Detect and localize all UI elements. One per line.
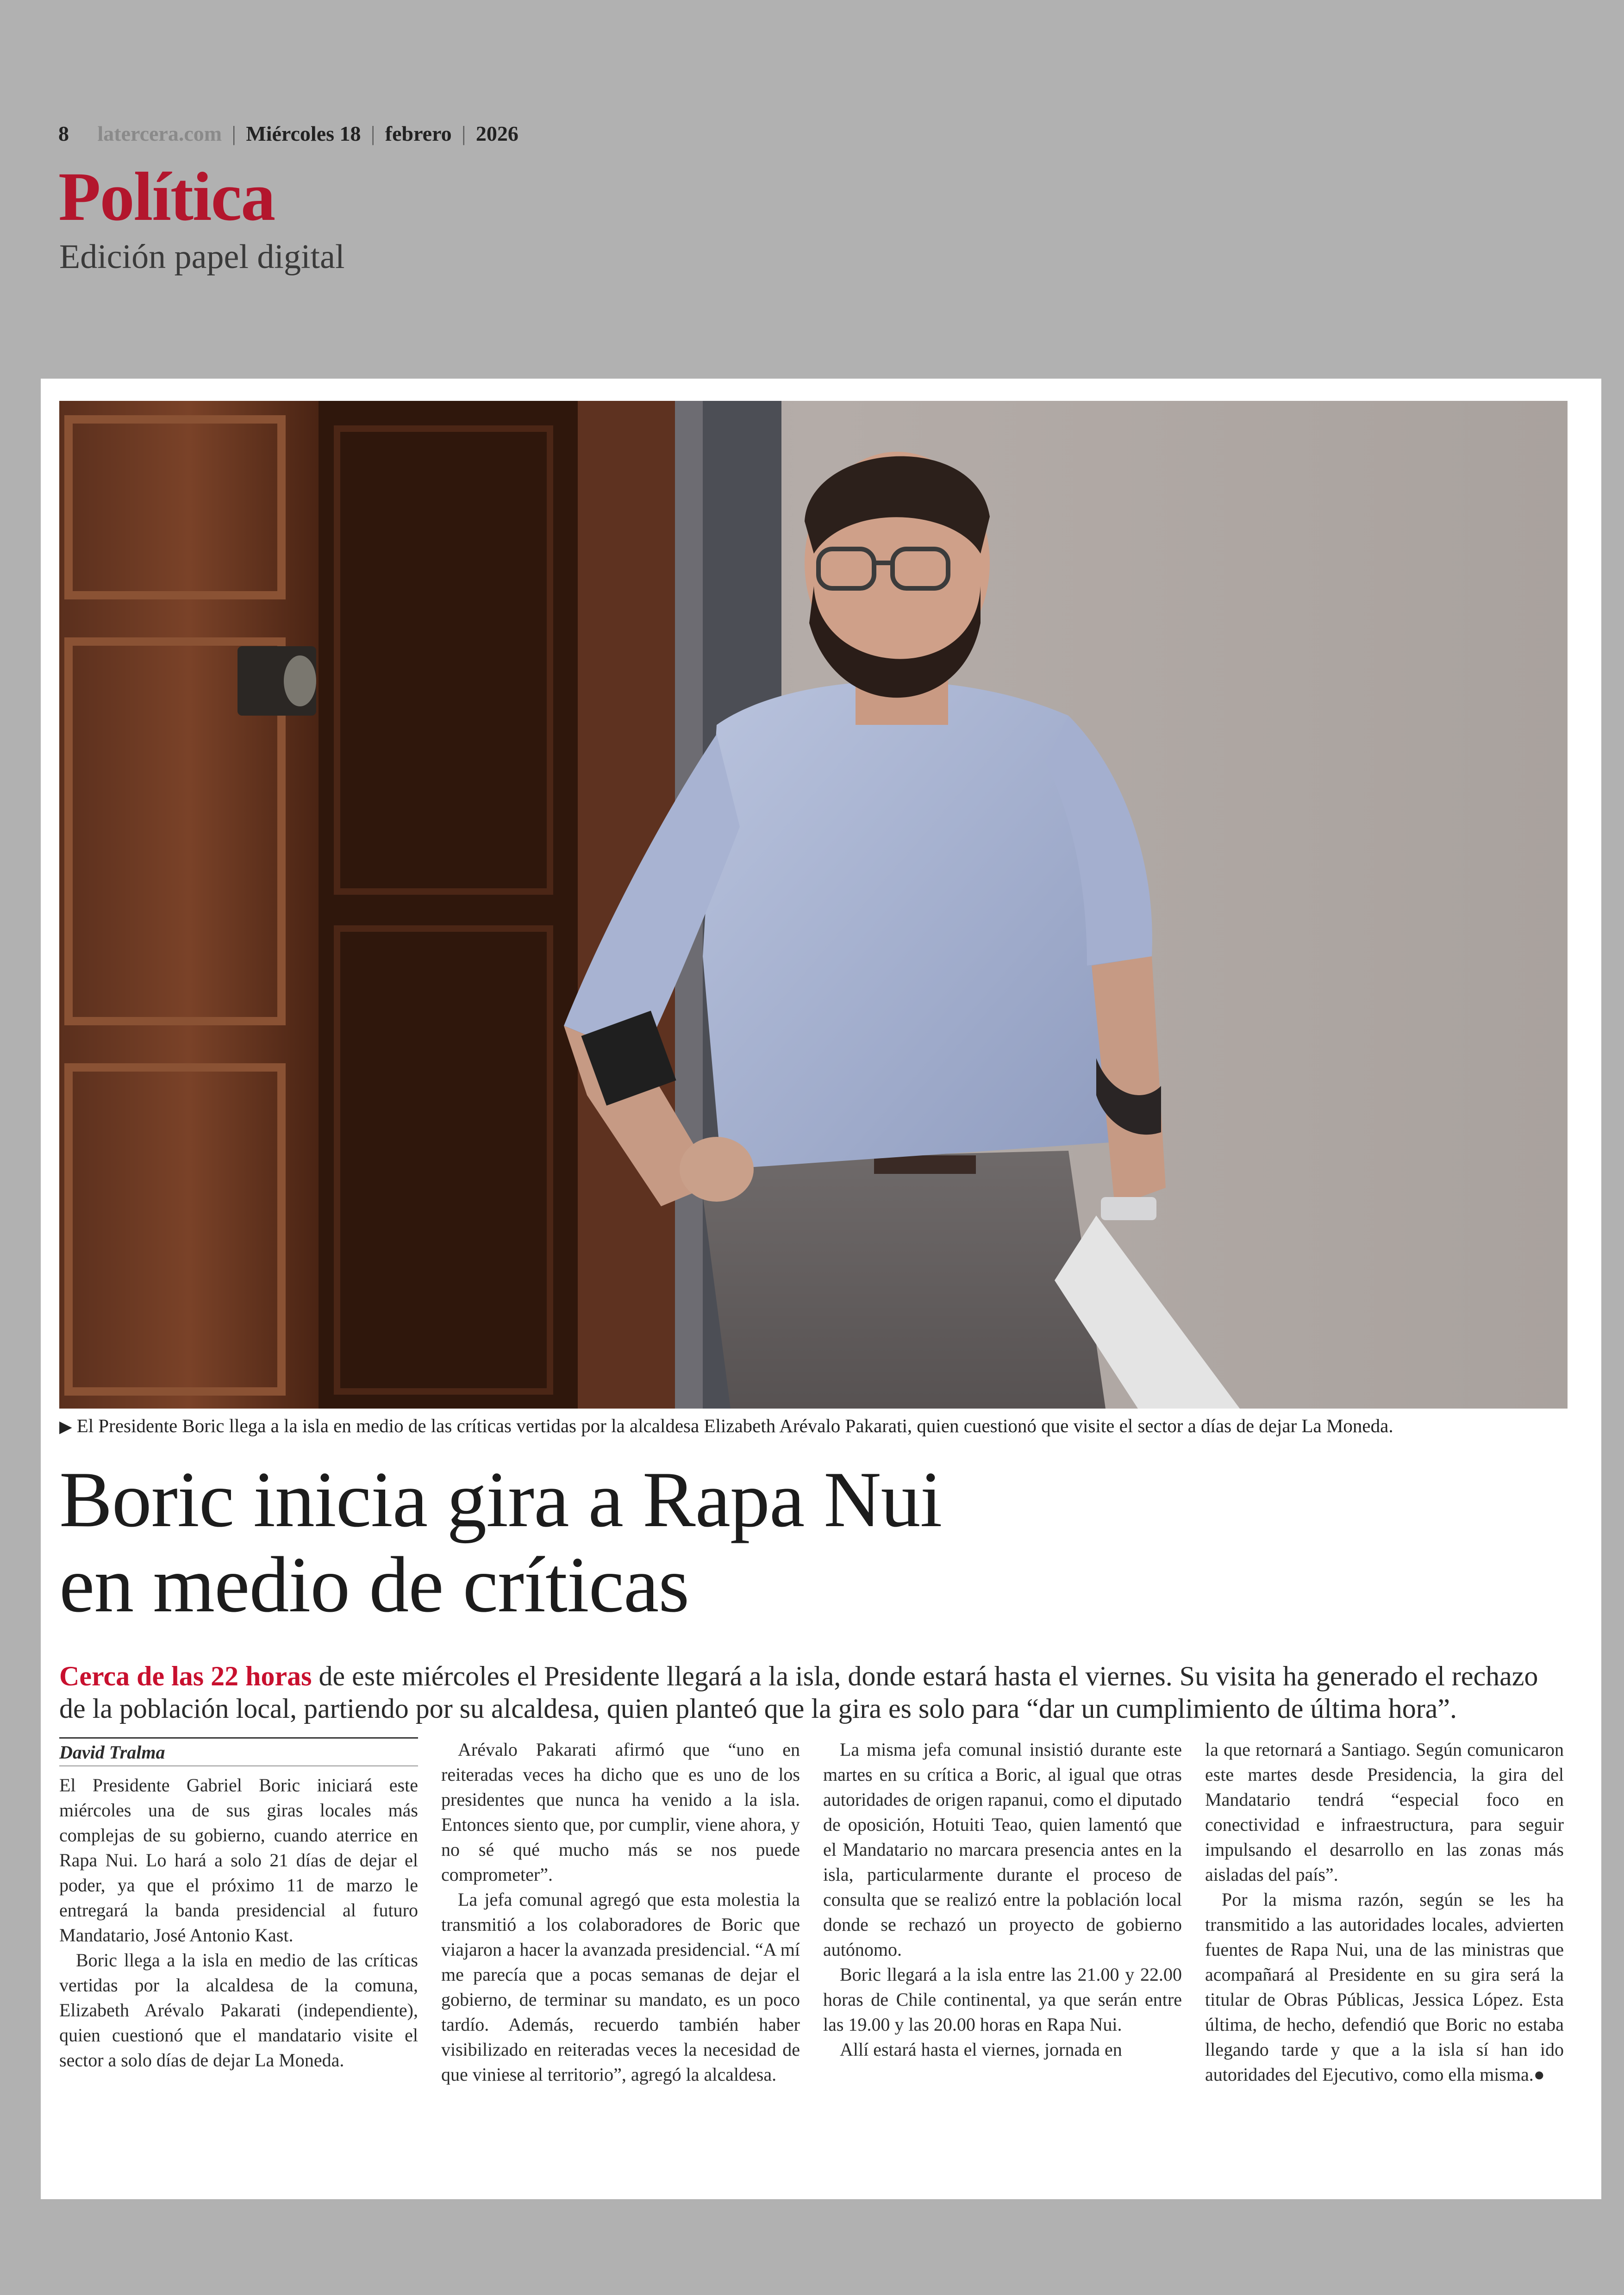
paragraph: la que retornará a Santiago. Según comunicaron este martes desde Presidencia, la gira del Mandatario tendrá “especial foco en conectividad e infraestructura, para seguir impulsando el desarrollo en las zonas más aisladas del país”. <box>1205 1739 1564 1885</box>
separator: | <box>231 122 236 145</box>
date-year: 2026 <box>475 122 518 145</box>
article-photo <box>59 401 1568 1409</box>
page-number: 8 <box>58 122 69 145</box>
column-3 <box>823 1737 1182 2062</box>
article-body <box>59 1737 1568 2117</box>
byline: David Tralma <box>59 1737 418 1766</box>
column-2 <box>441 1737 800 2087</box>
paragraph: Allí estará hasta el viernes, jornada en <box>840 2039 1122 2060</box>
paragraph: El Presidente Gabriel Boric iniciará este miércoles una de sus giras locales más complejas de su gobierno, cuando aterrice en Rapa Nui. Lo hará a solo 21 días de dejar el poder, ya que el próximo 11 de marzo le entregará la banda presidencial al futuro Mandatario, José Antonio Kast. <box>59 1775 418 1946</box>
paragraph: Arévalo Pakarati afirmó que “uno en reiteradas veces ha dicho que es uno de los presidentes que nunca ha venido a la isla. Entonces siento que, por cumplir, viene ahora, y no sé qué mucho más se nos puede comprometer”. <box>441 1739 800 1885</box>
paragraph: Boric llegará a la isla entre las 21.00 y 22.00 horas de Chile continental, ya que serán entre las 19.00 y las 20.00 horas en Rapa Nui. <box>823 1964 1182 2035</box>
lead-highlight: Cerca de las 22 horas <box>59 1661 312 1691</box>
paragraph: La jefa comunal agregó que esta molestia la transmitió a los colaboradores de Boric que viajaron a hacer la avanzada presidencial. “A mí me parecía que a pocas semanas de dejar el gobierno, de terminar su mandato, es un poco tardío. Además, recuerdo también haber visibilizado en reiteradas veces la necesidad de que viniese al territorio”, agregó la alcaldesa. <box>441 1889 800 2085</box>
column-1 <box>59 1737 418 2073</box>
headline-line-2: en medio de críticas <box>59 1541 689 1629</box>
paragraph: Boric llega a la isla en medio de las críticas vertidas por la alcaldesa de la comuna, Elizabeth Arévalo Pakarati (independiente), quien cuestionó que el mandatario visite el sector a solo días de dejar La Moneda. <box>59 1950 418 2070</box>
section-subtitle: Edición papel digital <box>59 238 345 276</box>
date-day: Miércoles 18 <box>246 122 361 145</box>
paragraph <box>1205 1887 1564 2087</box>
lead-paragraph <box>59 1660 1568 1725</box>
column-4 <box>1205 1737 1564 2087</box>
lead-text: de este miércoles el Presidente llegará a la isla, donde estará hasta el viernes. Su visita ha generado el rechazo de la población local, partiendo por su alcaldesa, quien planteó que la gira es solo para “dar un cumplimiento de última hora”. <box>59 1661 1538 1724</box>
caption-arrow-icon: ▶ <box>59 1417 72 1436</box>
photo-caption <box>59 1415 1578 1437</box>
paragraph-text: Por la misma razón, según se les ha transmitido a las autoridades locales, advierten fuentes de Rapa Nui, una de las ministras que acompañará al Presidente en su gira será la titular de Obras Públicas, Jessica López. Esta última, de hecho, defendió que Boric no estaba llegando tarde y que a la isla sí han ido autoridades del Ejecutivo, como ella misma. <box>1205 1889 1564 2085</box>
headline-line-1: Boric inicia gira a Rapa Nui <box>59 1456 942 1544</box>
site-name[interactable]: latercera.com <box>97 122 222 145</box>
masthead <box>58 121 518 146</box>
headline <box>59 1457 1541 1628</box>
separator: | <box>371 122 375 145</box>
separator: | <box>462 122 466 145</box>
paragraph: La misma jefa comunal insistió durante este martes en su crítica a Boric, al igual que otras autoridades de origen rapanui, como el diputado de oposición, Hotuiti Teao, quien lamentó que el Mandatario no marcara presencia antes en la isla, particularmente durante el proceso de consulta que se realizó entre la población local donde se rechazó un proyecto de gobierno autónomo. <box>823 1739 1182 1960</box>
date-month: febrero <box>385 122 452 145</box>
end-mark-icon: ● <box>1533 2064 1545 2085</box>
section-title: Política <box>58 158 275 235</box>
article-page <box>41 379 1601 2199</box>
caption-text: El Presidente Boric llega a la isla en medio de las críticas vertidas por la alcaldesa Elizabeth Arévalo Pakarati, quien cuestionó que visite el sector a días de dejar La Moneda. <box>76 1415 1393 1436</box>
